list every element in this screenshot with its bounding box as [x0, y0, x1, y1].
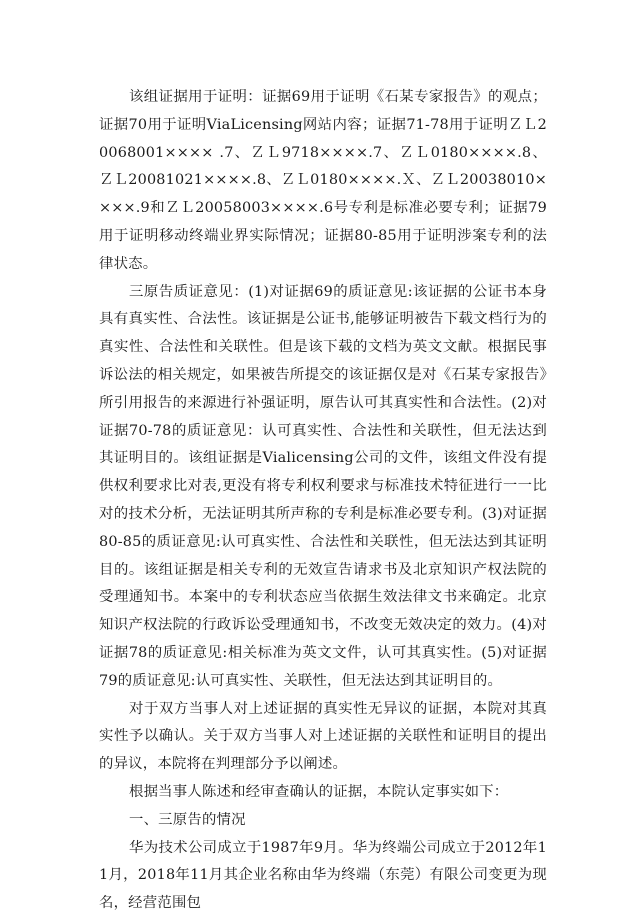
paragraph-court-confirmation: 对于双方当事人对上述证据的真实性无异议的证据，本院对其真实性予以确认。关于双方当事人对上述证据的关联性和证明目的提出的异议，本院将在判理部分予以阐述。: [99, 700, 547, 773]
section-heading-plaintiffs: 一、三原告的情况: [129, 811, 246, 828]
document-body: [99, 84, 547, 918]
paragraph-company-background: 华为技术公司成立于1987年9月。华为终端公司成立于2012年11月，2018年11月其企业名称由华为终端（东莞）有限公司变更为现名，经营范围包: [99, 839, 547, 912]
paragraph-facts-intro: 根据当事人陈述和经审查确认的证据，本院认定事实如下：: [129, 783, 509, 800]
paragraph-evidence-purpose: 该组证据用于证明：证据69用于证明《石某专家报告》的观点；证据70用于证明ViaLicensing网站内容；证据71-78用于证明ＺＬ20068001×××× .7、ＺＬ9718××××.7、ＺＬ0180××××.8、ＺＬ20081021××××.8、ＺＬ0180××××.Ｘ、ＺＬ20038010××××.9和ＺＬ20058003××××.6号专利是标准必要专利；证据79用于证明移动终端业界实际情况；证据80-85用于证明涉案专利的法律状态。: [99, 89, 547, 272]
paragraph-plaintiff-cross-examination: 三原告质证意见：(1)对证据69的质证意见:该证据的公证书本身具有真实性、合法性。该证据是公证书,能够证明被告下载文档行为的真实性、合法性和关联性。但是该下载的文档为英文文献。根据民事诉讼法的相关规定，如果被告所提交的该证据仅是对《石某专家报告》所引用报告的来源进行补强证明，原告认可其真实性和合法性。(2)对证据70-78的质证意见：认可真实性、合法性和关联性，但无法达到其证明目的。该组证据是Vialicensing公司的文件，该组文件没有提供权利要求比对表,更没有将专利权利要求与标准技术特征进行一一比对的技术分析，无法证明其所声称的专利是标准必要专利。(3)对证据80-85的质证意见:认可真实性、合法性和关联性，但无法达到其证明目的。该组证据是相关专利的无效宣告请求书及北京知识产权法院的受理通知书。本案中的专利状态应当依据生效法律文书来确定。北京知识产权法院的行政诉讼受理通知书，不改变无效决定的效力。(4)对证据78的质证意见:相关标准为英文文件，认可其真实性。(5)对证据79的质证意见:认可真实性、关联性，但无法达到其证明目的。: [99, 283, 547, 689]
